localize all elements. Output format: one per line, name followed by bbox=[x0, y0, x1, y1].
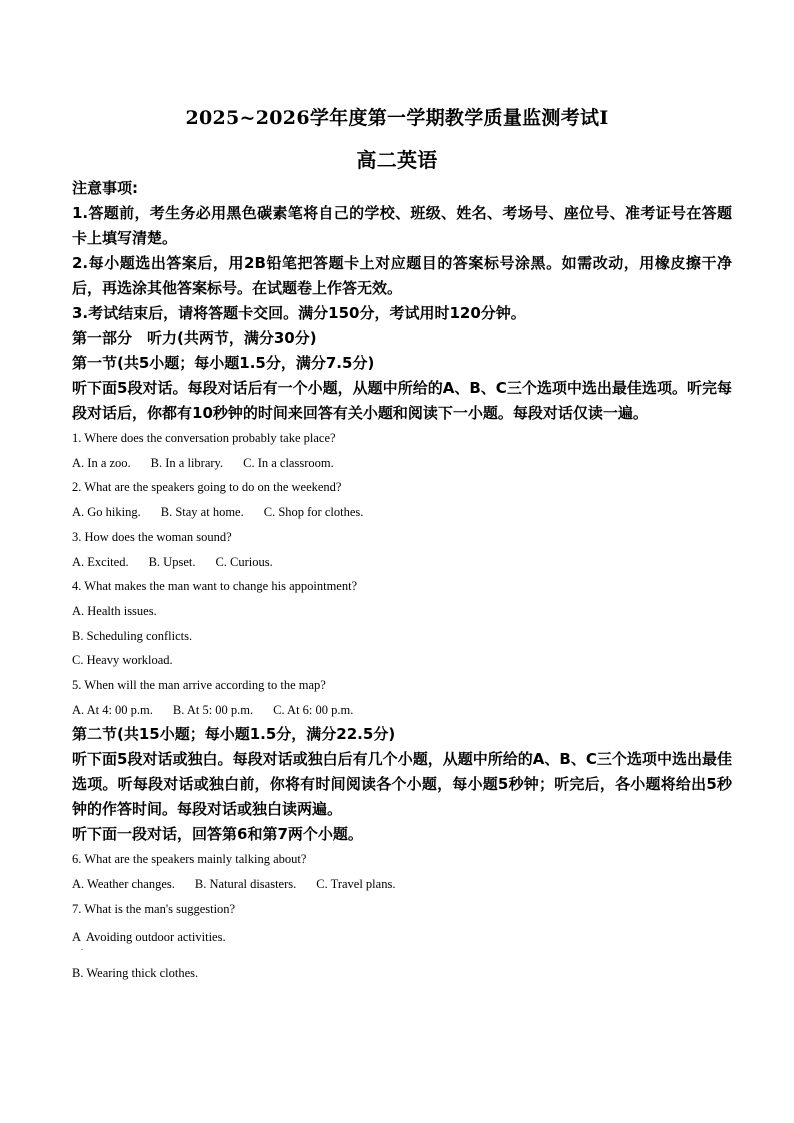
question-4-option-b: B. Scheduling conflicts. bbox=[72, 628, 193, 643]
option: B. At 5: 00 p.m. bbox=[172, 702, 254, 717]
question-7-option-a: A Avoiding outdoor activities. bbox=[72, 929, 226, 944]
option: C. Travel plans. bbox=[316, 877, 396, 892]
option: C. At 6: 00 p.m. bbox=[273, 702, 354, 717]
option: C. Curious. bbox=[215, 554, 273, 569]
option: C. Shop for clothes. bbox=[263, 505, 364, 520]
option: B. Upset. bbox=[148, 554, 196, 569]
question-3-stem: 3. How does the woman sound? bbox=[72, 529, 232, 544]
question-6-options bbox=[72, 872, 732, 897]
notice-item-3: 3.考试结束后，请将答题卡交回。满分150分，考试用时120分钟。 bbox=[72, 304, 526, 322]
part1-heading: 第一部分 听力(共两节，满分30分) bbox=[72, 329, 317, 347]
option: B. Stay at home. bbox=[160, 505, 244, 520]
notice-item-1: 1.答题前，考生务必用黑色碳素笔将自己的学校、班级、姓名、考场号、座位号、准考证号在答题卡上填写清楚。 bbox=[72, 204, 732, 247]
question-3-options bbox=[72, 550, 732, 575]
option: C. In a classroom. bbox=[243, 455, 334, 470]
notice-item-2: 2.每小题选出答案后，用2B铅笔把答题卡上对应题目的答案标号涂黑。如需改动，用橡皮擦干净后，再选涂其他答案标号。在试题卷上作答无效。 bbox=[72, 254, 732, 297]
exam-content bbox=[72, 176, 732, 986]
question-2-stem: 2. What are the speakers going to do on the weekend? bbox=[72, 480, 342, 495]
question-2-options bbox=[72, 500, 732, 525]
section2-sub-instruction: 听下面一段对话，回答第6和第7两个小题。 bbox=[72, 825, 363, 844]
notice-heading: 注意事项: bbox=[72, 179, 138, 197]
question-5-stem: 5. When will the man arrive according to the map? bbox=[72, 678, 326, 693]
question-1-stem: 1. Where does the conversation probably take place? bbox=[72, 431, 336, 445]
question-4-option-a: A. Health issues. bbox=[72, 603, 157, 618]
subject-title: 高二英语 bbox=[356, 148, 438, 172]
option: A. Weather changes. bbox=[72, 877, 175, 892]
option: A. Go hiking. bbox=[72, 505, 141, 520]
question-5-options bbox=[72, 698, 732, 723]
question-6-stem: 6. What are the speakers mainly talking about? bbox=[72, 852, 307, 867]
section1-heading: 第一节(共5小题；每小题1.5分，满分7.5分) bbox=[72, 354, 375, 372]
question-1-options bbox=[72, 451, 732, 476]
option: A. At 4: 00 p.m. bbox=[72, 702, 153, 717]
option: A. Excited. bbox=[72, 554, 129, 569]
exam-title: 2025~2026学年度第一学期教学质量监测考试Ⅰ bbox=[185, 107, 609, 129]
question-7-option-b: B. Wearing thick clothes. bbox=[72, 966, 199, 981]
option: B. Natural disasters. bbox=[194, 877, 297, 892]
section2-instructions: 听下面5段对话或独白。每段对话或独白后有几个小题，从题中所给的A、B、C三个选项中选出最佳选项。听每段对话或独白前，你将有时间阅读各个小题，每小题5秒钟；听完后，各小题将给出5秒钟的作答时间。每段对话或独白读两遍。 bbox=[72, 750, 732, 819]
option: A. In a zoo. bbox=[72, 455, 131, 470]
question-7-stem: 7. What is the man's suggestion? bbox=[72, 901, 236, 916]
section1-instructions: 听下面5段对话。每段对话后有一个小题，从题中所给的A、B、C三个选项中选出最佳选项。听完每段对话后，你都有10秒钟的时间来回答有关小题和阅读下一小题。每段对话仅读一遍。 bbox=[72, 379, 732, 422]
section2-heading: 第二节(共15小题；每小题1.5分，满分22.5分) bbox=[72, 725, 396, 744]
option: B. In a library. bbox=[150, 455, 224, 470]
stray-mark: . bbox=[81, 943, 83, 953]
question-4-stem: 4. What makes the man want to change his appointment? bbox=[72, 579, 358, 594]
question-4-option-c: C. Heavy workload. bbox=[72, 653, 173, 668]
